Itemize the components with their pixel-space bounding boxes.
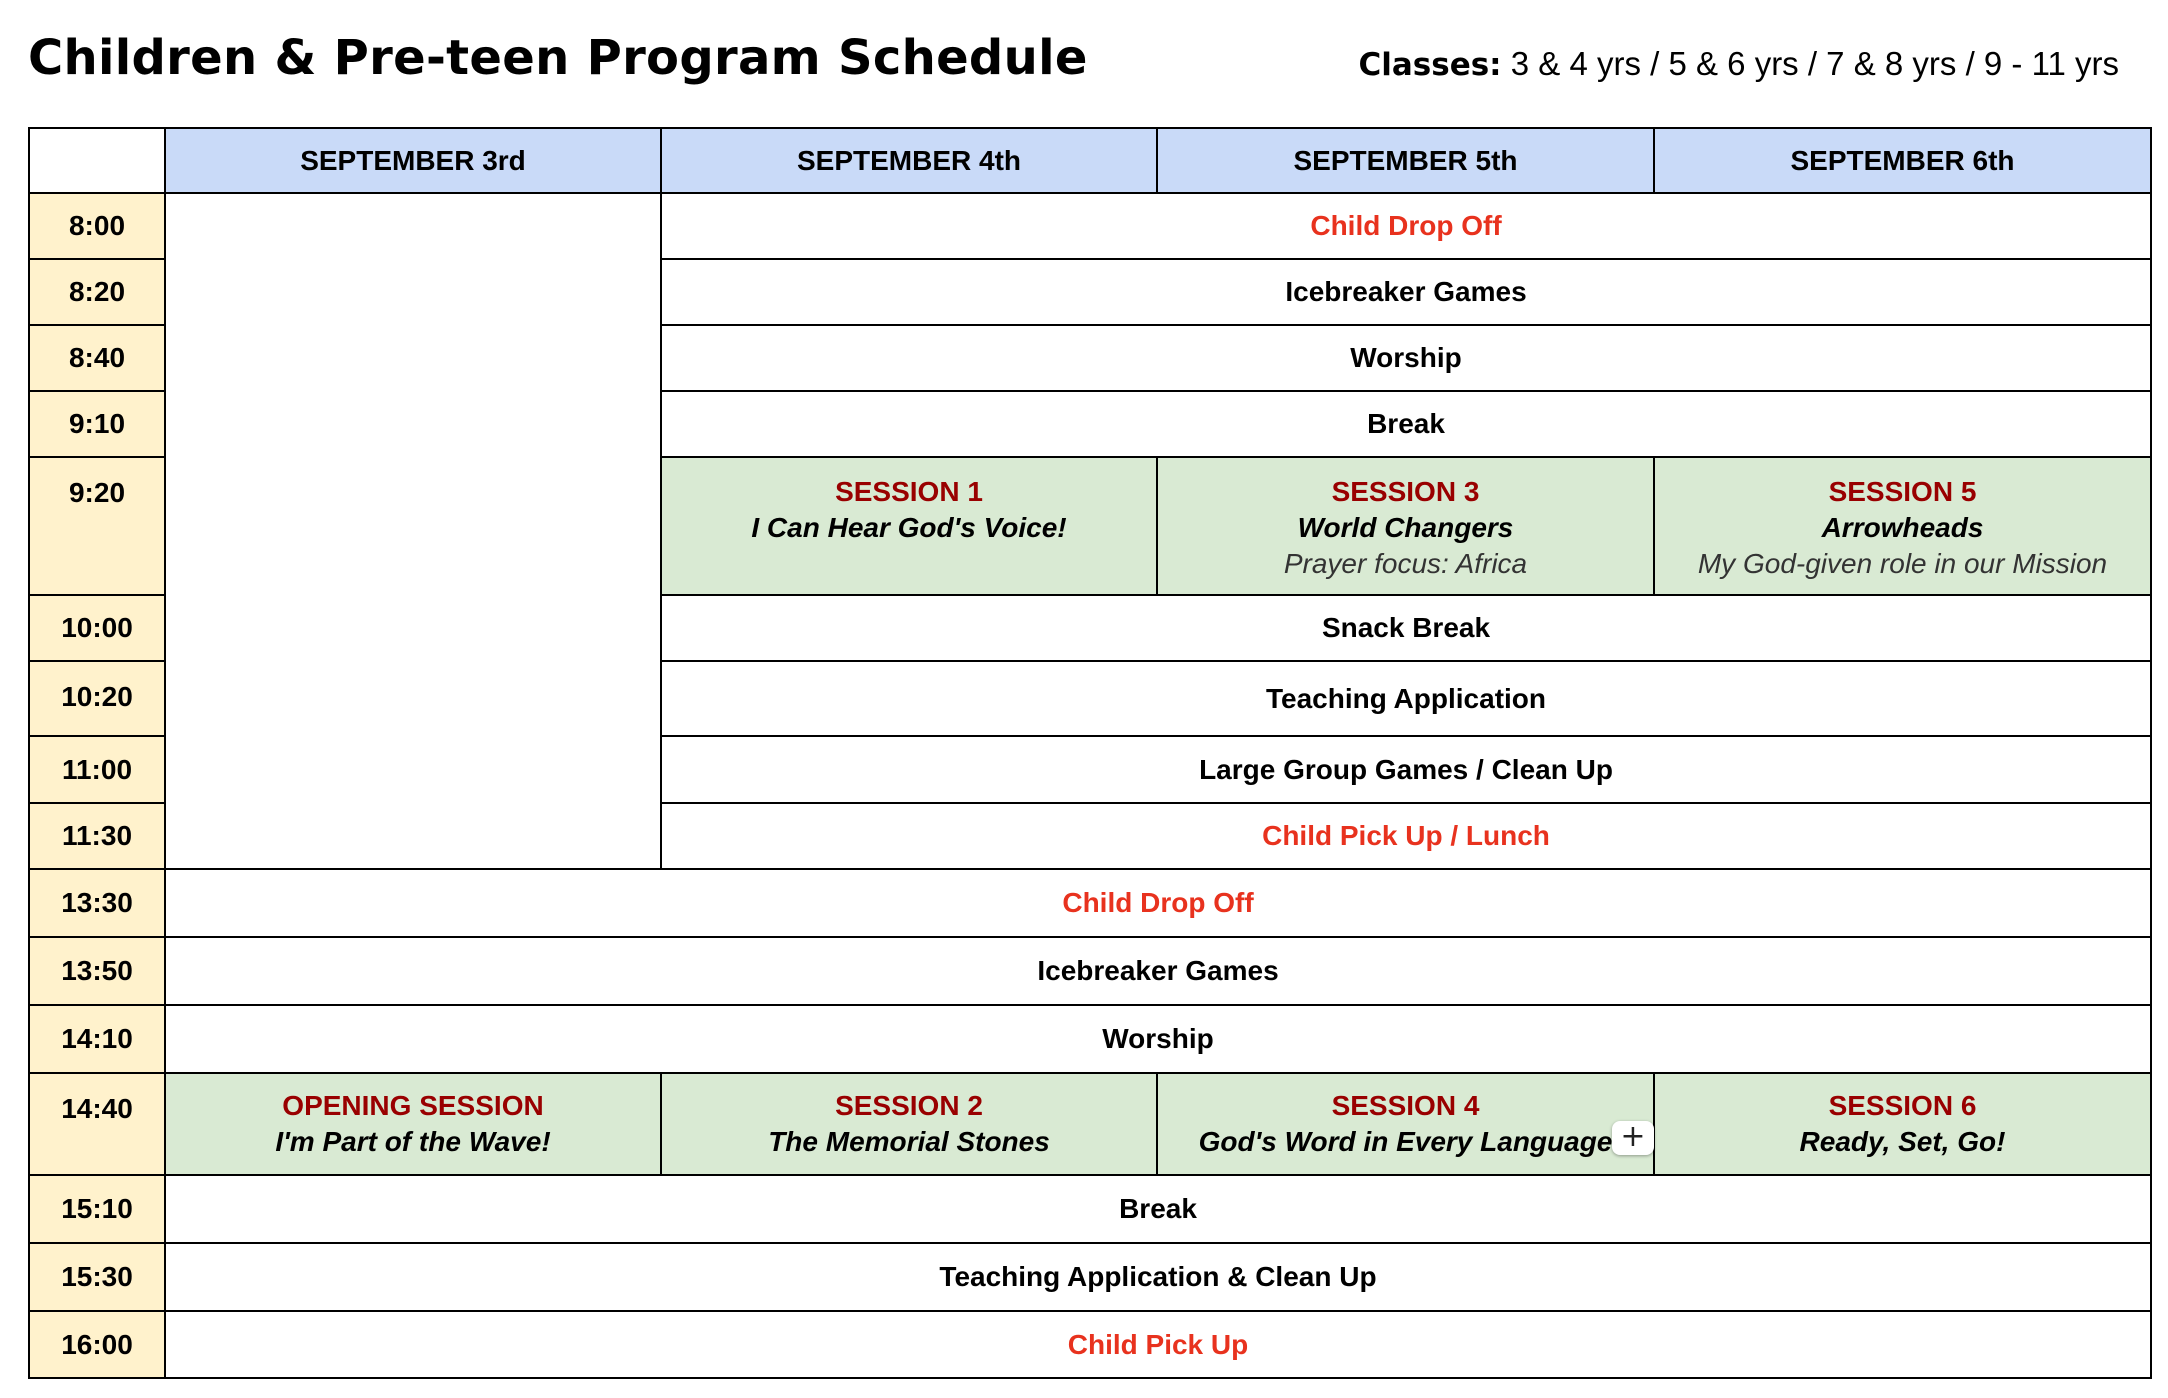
schedule-table	[28, 127, 2152, 1379]
session-cell	[661, 457, 1157, 595]
session-title: SESSION 5	[1828, 476, 1977, 507]
time-cell: 14:10	[29, 1005, 165, 1073]
session-subtitle: World Changers	[1297, 512, 1514, 543]
time-cell: 13:50	[29, 937, 165, 1005]
time-cell: 9:10	[29, 391, 165, 457]
session-subtitle: God's Word in Every Language	[1198, 1126, 1613, 1157]
session-focus: Prayer focus: Africa	[1283, 548, 1528, 579]
day-header: SEPTEMBER 5th	[1157, 128, 1654, 193]
time-cell: 11:30	[29, 803, 165, 869]
session-subtitle: The Memorial Stones	[768, 1126, 1050, 1157]
session-cell	[165, 1073, 661, 1175]
event-cell: Icebreaker Games	[661, 259, 2151, 325]
event-cell: Snack Break	[661, 595, 2151, 661]
event-cell: Child Drop Off	[165, 869, 2151, 937]
time-cell: 9:20	[29, 457, 165, 595]
classes-label: Classes:	[1358, 47, 1502, 83]
event-cell: Teaching Application	[661, 661, 2151, 736]
session-cell	[661, 1073, 1157, 1175]
time-cell: 10:20	[29, 661, 165, 736]
event-cell: Child Pick Up / Lunch	[661, 803, 2151, 869]
time-cell: 11:00	[29, 736, 165, 803]
session-title: SESSION 1	[835, 476, 983, 507]
event-cell: Icebreaker Games	[165, 937, 2151, 1005]
day-header: SEPTEMBER 4th	[661, 128, 1157, 193]
session-subtitle: Ready, Set, Go!	[1799, 1126, 2006, 1157]
day-header: SEPTEMBER 6th	[1654, 128, 2151, 193]
event-cell: Break	[165, 1175, 2151, 1243]
event-cell: Child Pick Up	[165, 1311, 2151, 1378]
page-title: Children & Pre-teen Program Schedule	[28, 30, 1088, 86]
time-cell: 13:30	[29, 869, 165, 937]
session-title: SESSION 4	[1331, 1090, 1480, 1121]
session-title: SESSION 6	[1828, 1090, 1977, 1121]
table-row	[29, 193, 2151, 259]
session-cell	[1157, 457, 1654, 595]
empty-block	[165, 193, 661, 869]
time-cell: 10:00	[29, 595, 165, 661]
header-row	[29, 128, 2151, 193]
table-row	[29, 1311, 2151, 1378]
table-row	[29, 1175, 2151, 1243]
classes-value: 3 & 4 yrs / 5 & 6 yrs / 7 & 8 yrs / 9 - 11 yrs	[1510, 45, 2119, 82]
time-cell: 15:30	[29, 1243, 165, 1311]
session-cell	[1654, 1073, 2151, 1175]
event-cell: Teaching Application & Clean Up	[165, 1243, 2151, 1311]
session-subtitle: Arrowheads	[1821, 512, 1984, 543]
session-cell	[1654, 457, 2151, 595]
time-cell: 15:10	[29, 1175, 165, 1243]
session-title: SESSION 3	[1331, 476, 1480, 507]
session-title: SESSION 2	[835, 1090, 983, 1121]
table-row	[29, 869, 2151, 937]
event-cell: Worship	[165, 1005, 2151, 1073]
classes-info	[1359, 45, 2120, 83]
session-cell	[1157, 1073, 1654, 1175]
day-header: SEPTEMBER 3rd	[165, 128, 661, 193]
time-cell: 16:00	[29, 1311, 165, 1378]
session-title: OPENING SESSION	[282, 1090, 544, 1121]
time-cell: 8:00	[29, 193, 165, 259]
session-subtitle: I'm Part of the Wave!	[275, 1126, 551, 1157]
time-cell: 8:20	[29, 259, 165, 325]
corner-cell	[29, 128, 165, 193]
time-cell: 8:40	[29, 325, 165, 391]
event-cell: Large Group Games / Clean Up	[661, 736, 2151, 803]
table-row	[29, 1005, 2151, 1073]
event-cell: Child Drop Off	[661, 193, 2151, 259]
add-button[interactable]: +	[1612, 1121, 1654, 1155]
table-row	[29, 1073, 2151, 1175]
time-cell: 14:40	[29, 1073, 165, 1175]
session-focus: My God-given role in our Mission	[1697, 548, 2108, 579]
session-subtitle: I Can Hear God's Voice!	[751, 512, 1067, 543]
event-cell: Break	[661, 391, 2151, 457]
event-cell: Worship	[661, 325, 2151, 391]
table-row	[29, 937, 2151, 1005]
table-row	[29, 1243, 2151, 1311]
